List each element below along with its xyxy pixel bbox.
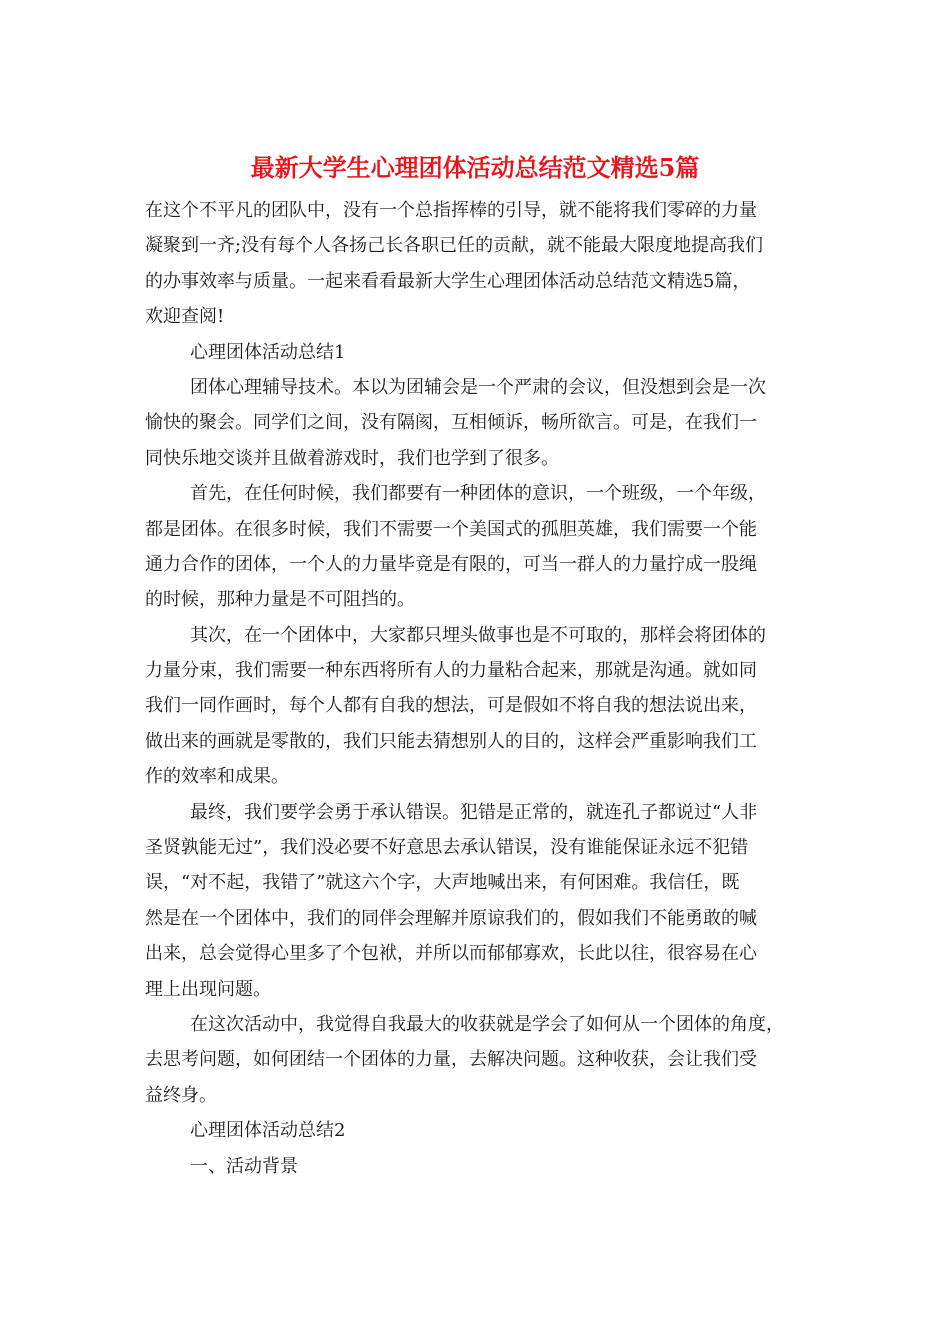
text-line: 出来，总会觉得心里多了个包袱，并所以而郁郁寡欢，长此以往，很容易在心 <box>145 943 757 965</box>
text-line: 在这次活动中，我觉得自我最大的收获就是学会了如何从一个团体的角度， <box>190 1013 784 1035</box>
text-line: 理上出现问题。 <box>145 978 271 1000</box>
text-line: 欢迎查阅! <box>145 306 225 328</box>
text-line: 通力合作的团体，一个人的力量毕竟是有限的，可当一群人的力量拧成一股绳 <box>145 553 757 575</box>
text-line: 去思考问题，如何团结一个团体的力量，去解决问题。这种收获，会让我们受 <box>145 1049 757 1071</box>
text-line: 作的效率和成果。 <box>145 766 289 788</box>
text-line: 力量分束，我们需要一种东西将所有人的力量粘合起来，那就是沟通。就如同 <box>145 660 757 682</box>
document-body <box>145 193 805 1184</box>
text-line: 心理团体活动总结1 <box>190 341 346 363</box>
text-line: 的办事效率与质量。一起来看看最新大学生心理团体活动总结范文精选5篇， <box>145 270 751 292</box>
text-line: 我们一同作画时，每个人都有自我的想法，可是假如不将自我的想法说出来， <box>145 695 757 717</box>
text-line: 误，“对不起，我错了”就这六个字，大声地喊出来，有何困难。我信任，既 <box>145 872 740 894</box>
text-line: 益终身。 <box>145 1084 217 1106</box>
text-line: 同快乐地交谈并且做着游戏时，我们也学到了很多。 <box>145 447 559 469</box>
text-line: 愉快的聚会。同学们之间，没有隔阂，互相倾诉，畅所欲言。可是，在我们一 <box>145 412 757 434</box>
text-line: 圣贤孰能无过”，我们没必要不好意思去承认错误，没有谁能保证永远不犯错 <box>145 837 749 859</box>
text-line: 做出来的画就是零散的，我们只能去猜想别人的目的，这样会严重影响我们工 <box>145 730 757 752</box>
text-line: 一、活动背景 <box>190 1155 298 1177</box>
text-line: 然是在一个团体中，我们的同伴会理解并原谅我们的，假如我们不能勇敢的喊 <box>145 907 757 929</box>
text-line: 最终，我们要学会勇于承认错误。犯错是正常的，就连孔子都说过“人非 <box>190 801 758 823</box>
text-line: 其次，在一个团体中，大家都只埋头做事也是不可取的，那样会将团体的 <box>190 624 766 646</box>
text-line: 的时候，那种力量是不可阻挡的。 <box>145 589 415 611</box>
text-line: 在这个不平凡的团队中，没有一个总指挥棒的引导，就不能将我们零碎的力量 <box>145 200 757 221</box>
text-line: 都是团体。在很多时候，我们不需要一个美国式的孤胆英雄，我们需要一个能 <box>145 518 757 540</box>
text-line: 团体心理辅导技术。本以为团辅会是一个严肃的会议，但没想到会是一次 <box>190 376 766 398</box>
text-line: 首先，在任何时候，我们都要有一种团体的意识，一个班级，一个年级， <box>190 483 766 505</box>
text-line: 凝聚到一齐;没有每个人各扬己长各职已任的贡献，就不能最大限度地提高我们 <box>145 235 764 257</box>
document-title: 最新大学生心理团体活动总结范文精选5篇 <box>250 153 700 182</box>
text-line: 心理团体活动总结2 <box>190 1120 346 1142</box>
